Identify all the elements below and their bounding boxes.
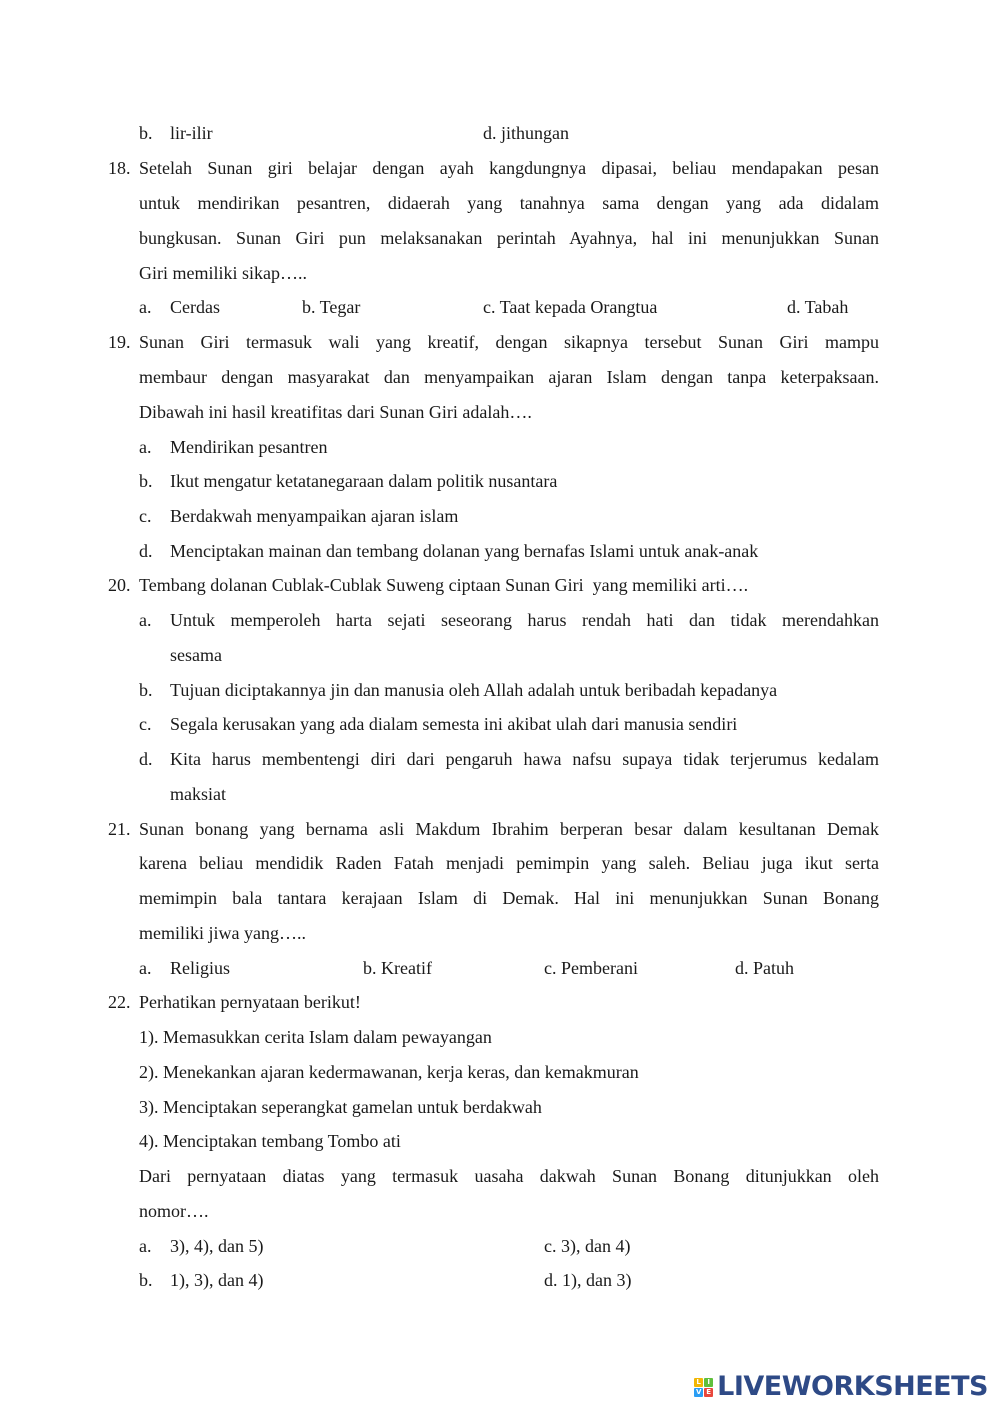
question-text-line: Giri memiliki sikap….. bbox=[139, 263, 307, 283]
question-text-line: Sunan bonang yang bernama asli Makdum Ibrahim berperan besar dalam kesultanan Demak bbox=[139, 819, 879, 839]
option-text: maksiat bbox=[170, 784, 226, 804]
option-letter: a. bbox=[139, 958, 152, 978]
question-text-line: Perhatikan pernyataan berikut! bbox=[139, 992, 361, 1012]
question-number: 18. bbox=[108, 158, 131, 178]
logo-mark-tile: E bbox=[704, 1388, 713, 1397]
option-text: Cerdas bbox=[170, 297, 220, 317]
option-text: Religius bbox=[170, 958, 231, 978]
question-text-line: untuk mendirikan pesantren, didaerah yang tanahnya sama dengan yang ada didalam bbox=[139, 193, 879, 213]
statement-item: 2). Menekankan ajaran kedermawanan, kerja keras, dan kemakmuran bbox=[139, 1062, 639, 1082]
statement-item: 4). Menciptakan tembang Tombo ati bbox=[139, 1131, 401, 1151]
question-text-line: memiliki jiwa yang….. bbox=[139, 923, 306, 943]
question-text-line: karena beliau mendidik Raden Fatah menjadi pemimpin yang saleh. Beliau juga ikut serta bbox=[139, 853, 879, 873]
option-text: Kita harus membentengi diri dari pengaruh hawa nafsu supaya tidak terjerumus kedalam bbox=[170, 749, 879, 769]
option-text: d. Patuh bbox=[735, 958, 795, 978]
question-text-line: memimpin bala tantara kerajaan Islam di Demak. Hal ini menunjukkan Sunan Bonang bbox=[139, 888, 879, 908]
option-text: 3), 4), dan 5) bbox=[170, 1236, 264, 1256]
option-text: Ikut mengatur ketatanegaraan dalam politik nusantara bbox=[170, 471, 558, 491]
question-text-line: nomor…. bbox=[139, 1201, 209, 1221]
option-letter: c. bbox=[139, 506, 152, 526]
option-text: b. Kreatif bbox=[363, 958, 432, 978]
option-text: c. Pemberani bbox=[544, 958, 638, 978]
option-letter: b. bbox=[139, 471, 153, 491]
option-text: Mendirikan pesantren bbox=[170, 437, 328, 457]
option-text: Untuk memperoleh harta sejati seseorang harus rendah hati dan tidak merendahkan bbox=[170, 610, 879, 630]
option-letter: d. bbox=[139, 541, 153, 561]
option-letter: a. bbox=[139, 1236, 152, 1256]
option-letter: b. bbox=[139, 1270, 153, 1290]
logo-mark-tile: V bbox=[695, 1387, 702, 1396]
question-text-line: Dibawah ini hasil kreatifitas dari Sunan Giri adalah…. bbox=[139, 402, 532, 422]
logo-mark-tile: L bbox=[694, 1378, 703, 1387]
question-number: 20. bbox=[108, 575, 131, 595]
option-letter: c. bbox=[139, 714, 152, 734]
liveworksheets-logo bbox=[694, 1372, 988, 1402]
option-text: d. jithungan bbox=[483, 123, 569, 143]
question-text-line: Tembang dolanan Cublak-Cublak Suweng ciptaan Sunan Giri yang memiliki arti…. bbox=[139, 575, 749, 595]
option-text: Tujuan diciptakannya jin dan manusia oleh Allah adalah untuk beribadah kepadanya bbox=[170, 680, 778, 700]
question-text-line: Sunan Giri termasuk wali yang kreatif, dengan sikapnya tersebut Sunan Giri mampu bbox=[139, 332, 879, 352]
option-text: Berdakwah menyampaikan ajaran islam bbox=[170, 506, 459, 526]
option-text: 1), 3), dan 4) bbox=[170, 1270, 264, 1290]
option-letter: a. bbox=[139, 437, 152, 457]
option-letter: a. bbox=[139, 610, 152, 630]
statement-item: 3). Menciptakan seperangkat gamelan untuk berdakwah bbox=[139, 1097, 542, 1117]
option-letter: d. bbox=[139, 749, 153, 769]
option-text: lir-ilir bbox=[170, 123, 213, 143]
option-text: d. Tabah bbox=[787, 297, 849, 317]
option-letter: b. bbox=[139, 123, 153, 143]
liveworksheets-mark-icon bbox=[694, 1378, 713, 1397]
question-text-line: Dari pernyataan diatas yang termasuk uasaha dakwah Sunan Bonang ditunjukkan oleh bbox=[139, 1166, 879, 1186]
question-text-line: bungkusan. Sunan Giri pun melaksanakan perintah Ayahnya, hal ini menunjukkan Sunan bbox=[139, 228, 879, 248]
option-text: c. Taat kepada Orangtua bbox=[483, 297, 658, 317]
question-text-line: membaur dengan masyarakat dan menyampaikan ajaran Islam dengan tanpa keterpaksaan. bbox=[139, 367, 879, 387]
question-number: 21. bbox=[108, 819, 131, 839]
option-letter: b. bbox=[139, 680, 153, 700]
question-number: 19. bbox=[108, 332, 131, 352]
option-text: b. Tegar bbox=[302, 297, 361, 317]
logo-text: LIVEWORKSHEETS bbox=[717, 1371, 988, 1402]
option-text: sesama bbox=[170, 645, 222, 665]
option-text: Segala kerusakan yang ada dialam semesta ini akibat ulah dari manusia sendiri bbox=[170, 714, 738, 734]
option-text: Menciptakan mainan dan tembang dolanan yang bernafas Islami untuk anak-anak bbox=[170, 541, 759, 561]
option-text: c. 3), dan 4) bbox=[544, 1236, 631, 1256]
question-text-line: Setelah Sunan giri belajar dengan ayah kangdungnya dipasai, beliau mendapakan pesan bbox=[139, 158, 879, 178]
logo-mark-tile: I bbox=[704, 1378, 713, 1387]
option-letter: a. bbox=[139, 297, 152, 317]
question-number: 22. bbox=[108, 992, 131, 1012]
statement-item: 1). Memasukkan cerita Islam dalam pewayangan bbox=[139, 1027, 492, 1047]
option-text: d. 1), dan 3) bbox=[544, 1270, 632, 1290]
